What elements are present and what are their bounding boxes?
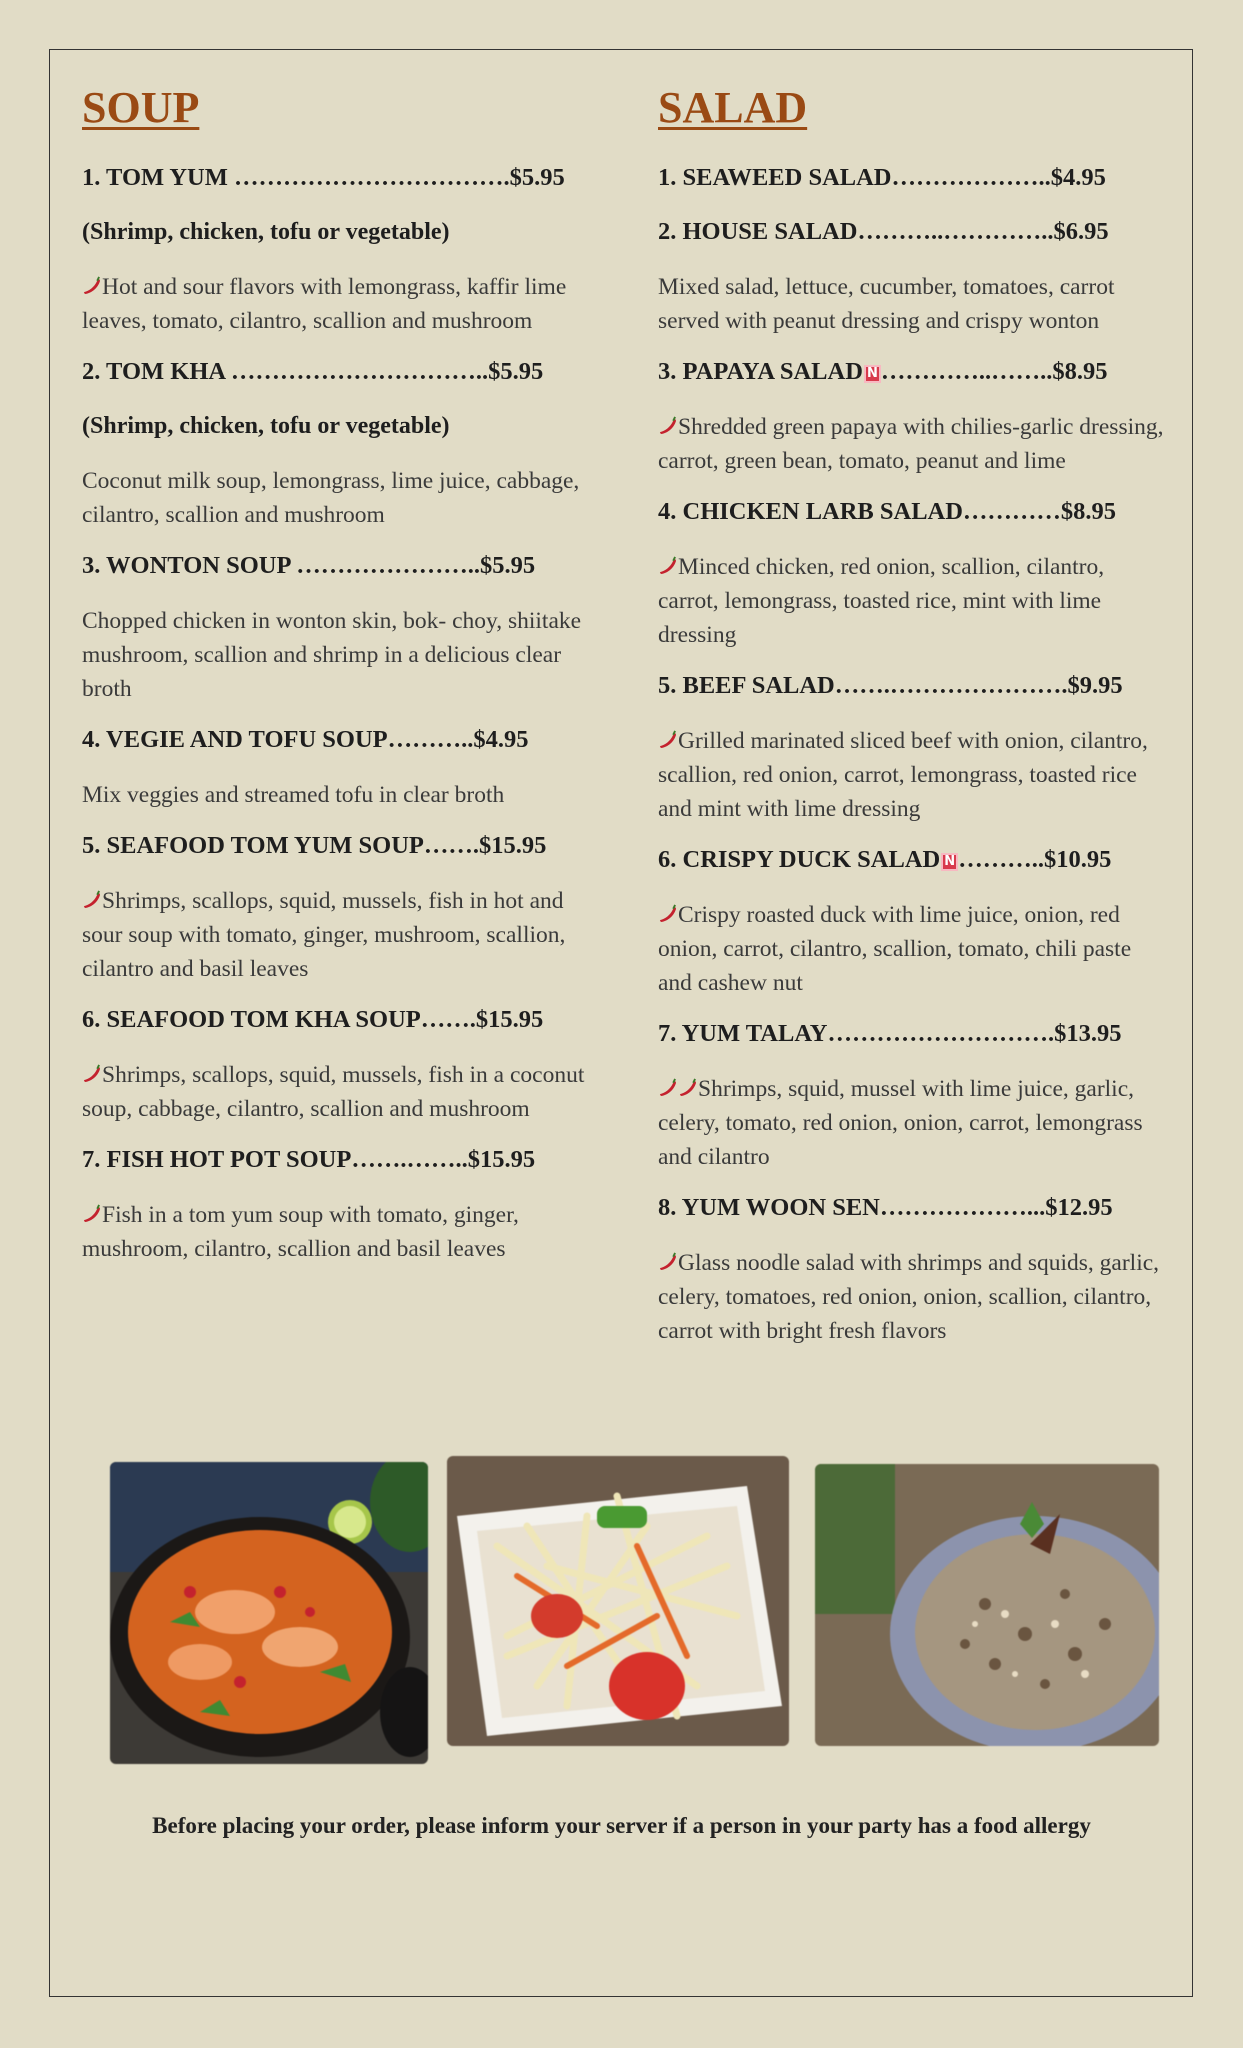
soup-item-description — [82, 884, 602, 986]
salad-item-title: 4. CHICKEN LARB SALAD…………$8.95 — [658, 498, 1117, 525]
description-text: Glass noodle salad with shrimps and squids, garlic, celery, tomatoes, red onion, onion, scallion, cilantro, carrot with bright fresh flavors — [658, 1250, 1160, 1344]
chili-pepper-icon — [82, 276, 101, 295]
salad-column — [658, 80, 1168, 1366]
item-price: ………..$10.95 — [958, 846, 1112, 873]
salad-item-description — [658, 898, 1168, 1000]
soup-item-options: (Shrimp, chicken, tofu or vegetable) — [82, 413, 450, 439]
larb-salad-photo — [815, 1464, 1159, 1746]
description-text: Shrimps, scallops, squid, mussels, fish in a coconut soup, cabbage, cilantro, scallion and mushroom — [82, 1062, 585, 1122]
chili-pepper-icon — [658, 730, 677, 749]
chili-pepper-icon — [658, 416, 677, 435]
soup-item-title: 6. SEAFOOD TOM KHA SOUP…….$15.95 — [82, 1006, 544, 1033]
chili-pepper-icon — [82, 890, 101, 909]
chili-pepper-icon — [658, 904, 677, 923]
description-text: Shredded green papaya with chilies-garlic dressing, carrot, green bean, tomato, peanut and lime — [658, 414, 1164, 474]
salad-item-title: 5. BEEF SALAD…….………………….$9.95 — [658, 672, 1123, 699]
item-price: …………..……..$8.95 — [880, 358, 1108, 385]
item-name: 3. PAPAYA SALAD — [658, 358, 863, 385]
nut-badge-icon: N — [864, 365, 881, 383]
papaya-salad-photo — [447, 1456, 789, 1746]
chili-pepper-icon — [658, 1078, 677, 1097]
salad-item-title: 1. SEAWEED SALAD………………..$4.95 — [658, 164, 1106, 191]
description-text: Grilled marinated sliced beef with onion, cilantro, scallion, red onion, carrot, lemongrass, toasted rice and mint with lime dressing — [658, 728, 1148, 822]
salad-item-description — [658, 724, 1168, 826]
chili-pepper-icon — [658, 556, 677, 575]
soup-item-description — [82, 270, 602, 338]
salad-item-description: Mixed salad, lettuce, cucumber, tomatoes, carrot served with peanut dressing and crispy wonton — [658, 274, 1115, 334]
salad-item-description — [658, 1072, 1168, 1174]
soup-heading: SOUP — [82, 83, 200, 132]
soup-column — [82, 80, 602, 1284]
chili-pepper-icon — [82, 1204, 101, 1223]
soup-item-title: 2. TOM KHA …………………………..$5.95 — [82, 358, 544, 385]
description-text: Crispy roasted duck with lime juice, onion, red onion, carrot, cilantro, scallion, tomato, chili paste and cashew nut — [658, 902, 1132, 996]
description-text: Shrimps, squid, mussel with lime juice, garlic, celery, tomato, red onion, onion, carrot, lemongrass and cilantro — [658, 1076, 1143, 1170]
salad-item-description — [658, 410, 1168, 478]
soup-item-title: 1. TOM YUM …………………………….$5.95 — [82, 164, 565, 191]
soup-item-description — [82, 1058, 602, 1126]
chili-pepper-icon — [678, 1078, 697, 1097]
salad-item-title — [658, 844, 1168, 876]
tom-yum-soup-photo — [110, 1462, 428, 1764]
soup-item-description — [82, 1198, 602, 1266]
description-text: Minced chicken, red onion, scallion, cilantro, carrot, lemongrass, toasted rice, mint with lime dressing — [658, 554, 1105, 648]
soup-item-title: 4. VEGIE AND TOFU SOUP………..$4.95 — [82, 726, 529, 753]
salad-item-description — [658, 1246, 1168, 1348]
description-text: Hot and sour flavors with lemongrass, kaffir lime leaves, tomato, cilantro, scallion and mushroom — [82, 274, 567, 334]
soup-item-description: Mix veggies and streamed tofu in clear broth — [82, 782, 505, 808]
soup-item-title: 5. SEAFOOD TOM YUM SOUP…….$15.95 — [82, 832, 547, 859]
chili-pepper-icon — [82, 1064, 101, 1083]
soup-item-description: Chopped chicken in wonton skin, bok- choy, shiitake mushroom, scallion and shrimp in a delicious clear broth — [82, 608, 582, 702]
allergy-notice: Before placing your order, please inform your server if a person in your party has a food allergy — [152, 1813, 1091, 1838]
soup-item-title: 7. FISH HOT POT SOUP…….……..$15.95 — [82, 1146, 536, 1173]
item-name: 6. CRISPY DUCK SALAD — [658, 846, 941, 873]
salad-heading: SALAD — [658, 83, 808, 132]
description-text: Shrimps, scallops, squid, mussels, fish in hot and sour soup with tomato, ginger, mushroom, scallion, cilantro and basil leaves — [82, 888, 566, 982]
description-text: Fish in a tom yum soup with tomato, ginger, mushroom, cilantro, scallion and basil leaves — [82, 1202, 519, 1262]
soup-item-description: Coconut milk soup, lemongrass, lime juice, cabbage, cilantro, scallion and mushroom — [82, 468, 580, 528]
salad-item-title: 7. YUM TALAY……………………….$13.95 — [658, 1020, 1122, 1047]
salad-item-title: 2. HOUSE SALAD………..…………..$6.95 — [658, 218, 1109, 245]
salad-item-title: 8. YUM WOON SEN………………...$12.95 — [658, 1194, 1113, 1221]
nut-badge-icon: N — [941, 853, 958, 871]
salad-item-title — [658, 356, 1168, 388]
chili-pepper-icon — [658, 1252, 677, 1271]
salad-item-description — [658, 550, 1168, 652]
soup-item-title: 3. WONTON SOUP …………………..$5.95 — [82, 552, 536, 579]
soup-item-options: (Shrimp, chicken, tofu or vegetable) — [82, 219, 450, 245]
